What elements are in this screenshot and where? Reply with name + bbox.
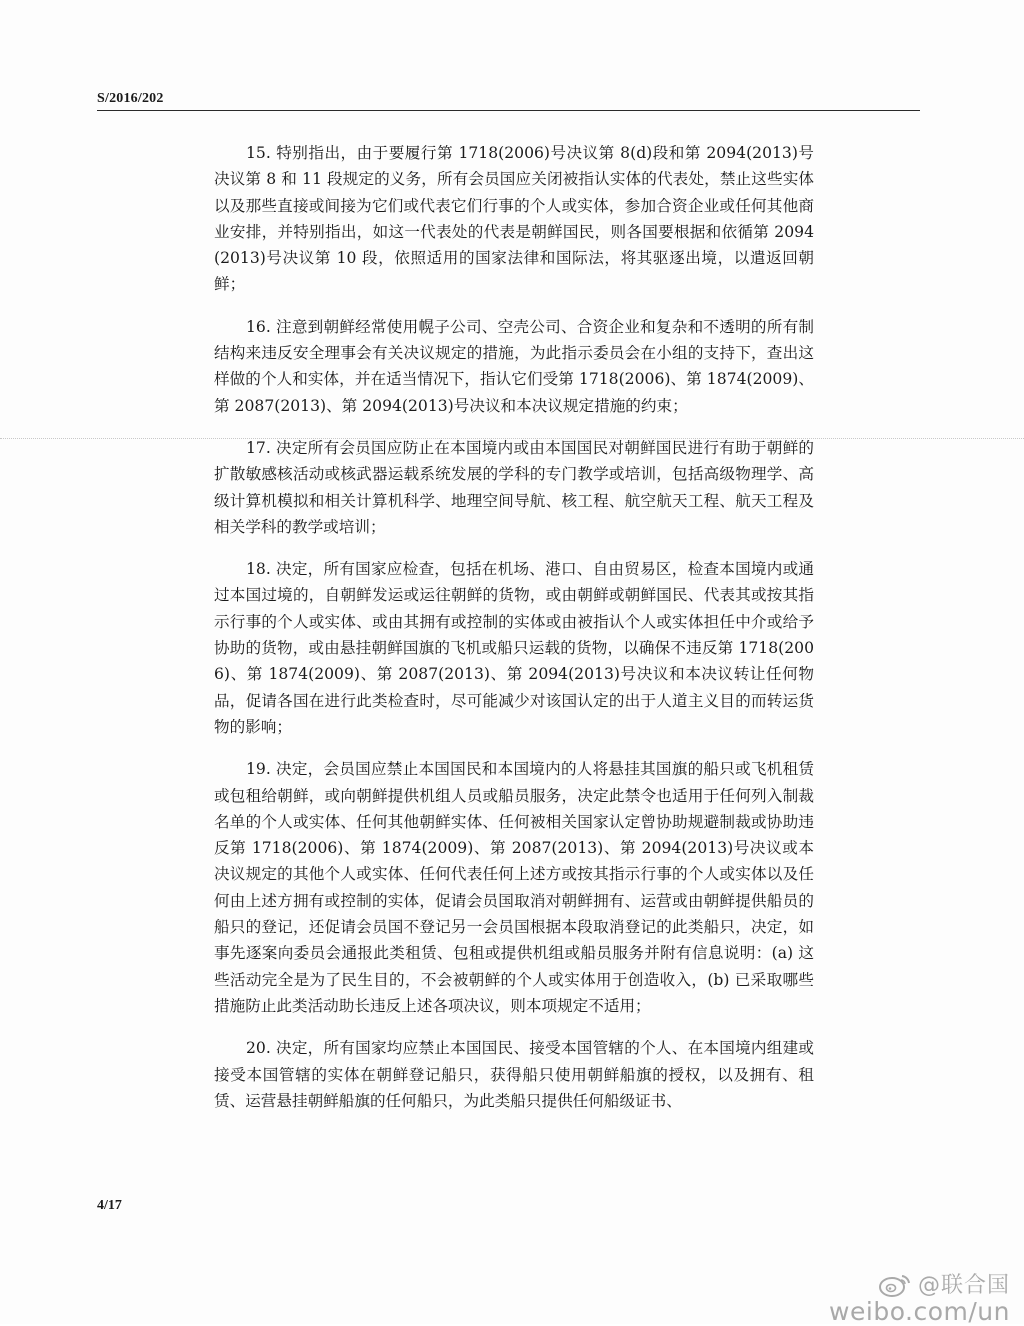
paragraph-18: 18. 决定，所有国家应检查，包括在机场、港口、自由贸易区，检查本国境内或通过本国过境的，自朝鲜发运或运往朝鲜的货物，或由朝鲜或朝鲜国民、代表其或按其指示行事的个人或实体、或由其拥有或控制的实体或由被指认个人或实体担任中介或给予协助的货物，或由悬挂朝鲜国旗的飞机或船只运载的货物，以确保不违反第 1718(2006)、第 1874(2009)、第 2087(2013)、第 2094(2013)号决议和本决议转让任何物品，促请各国在进行此类检查时，尽可能减少对该国认定的出于人道主义目的而转运货物的影响； (214, 560, 814, 736)
paragraph-19: 19. 决定，会员国应禁止本国国民和本国境内的人将悬挂其国旗的船只或飞机租赁或包租给朝鲜，或向朝鲜提供机组人员或船员服务，决定此禁令也适用于任何列入制裁名单的个人或实体、任何其他朝鲜实体、任何被相关国家认定曾协助规避制裁或协助违反第 1718(2006)、第 1874(2009)、第 2087(2013)、第 2094(2013)号决议或本决议规定的其他个人或实体、任何代表任何上述方或按其指示行事的个人或实体以及任何由上述方拥有或控制的实体，促请会员国取消对朝鲜拥有、运营或由朝鲜提供船员的船只的登记，还促请会员国不登记另一会员国根据本段取消登记的此类船只，决定，如事先逐案向委员会通报此类租赁、包租或提供机组或船员服务并附有信息说明：(a) 这些活动完全是为了民生目的，不会被朝鲜的个人或实体用于创造收入，(b) 已采取哪些措施防止此类活动助长违反上述各项决议，则本项规定不适用； (214, 760, 814, 1015)
page-number: 4/17 (97, 1198, 122, 1213)
resolution-body (214, 140, 814, 1130)
weibo-watermark (829, 1268, 1010, 1326)
weibo-url: weibo.com/un (829, 1297, 1010, 1326)
paragraph-17: 17. 决定所有会员国应防止在本国境内或由本国国民对朝鲜国民进行有助于朝鲜的扩散敏感核活动或核武器运载系统发展的学科的专门教学或培训，包括高级物理学、高级计算机模拟和相关计算机科学、地理空间导航、核工程、航空航天工程、航天工程及相关学科的教学或培训； (214, 438, 814, 536)
weibo-account: @联合国 (917, 1273, 1010, 1298)
paragraph-15: 15. 特别指出，由于要履行第 1718(2006)号决议第 8(d)段和第 2094(2013)号决议第 8 和 11 段规定的义务，所有会员国应关闭被指认实体的代表处，禁止这些实体以及那些直接或间接为它们或代表它们行事的个人或实体，参加合资企业或任何其他商业安排，并特别指出，如这一代表处的代表是朝鲜国民，则各国要根据和依循第 2094(2013)号决议第 10 段，依照适用的国家法律和国际法，将其驱逐出境，以遣返回朝鲜； (214, 144, 814, 294)
document-symbol: S/2016/202 (97, 91, 164, 106)
weibo-logo-icon (878, 1270, 912, 1298)
paragraph-16: 16. 注意到朝鲜经常使用幌子公司、空壳公司、合资企业和复杂和不透明的所有制结构来违反安全理事会有关决议规定的措施，为此指示委员会在小组的支持下，查出这样做的个人和实体，并在适当情况下，指认它们受第 1718(2006)、第 1874(2009)、第 2087(2013)、第 2094(2013)号决议和本决议规定措施的约束； (214, 317, 814, 415)
paragraph-20: 20. 决定，所有国家均应禁止本国国民、接受本国管辖的个人、在本国境内组建或接受本国管辖的实体在朝鲜登记船只，获得船只使用朝鲜船旗的授权，以及拥有、租赁、运营悬挂朝鲜船旗的任何船只，为此类船只提供任何船级证书、 (214, 1039, 814, 1110)
header-rule (97, 110, 920, 111)
